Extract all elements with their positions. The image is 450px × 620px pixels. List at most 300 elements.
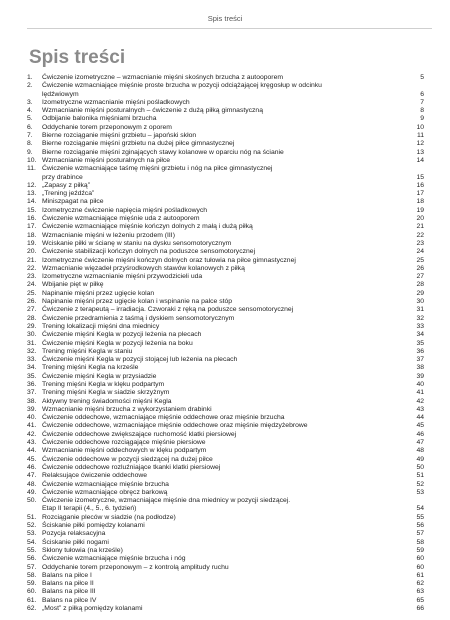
toc-entry-number: 27. [27,306,37,314]
toc-entry [27,198,424,206]
toc-entry-line [42,331,424,339]
toc-entry-number: 20. [27,248,37,256]
toc-entry-number: 41. [27,422,37,430]
toc-entry-page: 39 [416,372,424,380]
toc-entry-title: Bierne rozciąganie mięśni zginających stawy kolanowe w oparciu nóg na ścianie [42,148,284,156]
toc-entry-page [414,165,424,173]
toc-entry-number: 12. [27,181,37,189]
toc-entry [27,223,424,231]
toc-entry-line [42,223,424,231]
toc-entry [27,356,424,364]
toc-entry-page: 34 [416,331,424,339]
toc-entry-title: Etap II terapii (4., 5., 6. tydzień) [42,505,137,513]
toc-entry [27,190,424,198]
toc-entry-line [42,174,424,182]
running-header: Spis treści [207,14,243,23]
toc-entry-number: 9. [27,148,33,156]
toc-entry-number: 4. [27,107,33,115]
toc-entry-line [42,273,424,281]
toc-entry-title: Ćwiczenie mięśni Kegla w pozycji stojącej lub leżenia na plecach [42,356,238,364]
toc-entry-page: 30 [416,298,424,306]
toc-entry-page: 66 [416,605,424,612]
toc-entry [27,447,424,455]
toc-entry-page: 47 [416,439,424,447]
toc-entry-page: 40 [416,380,424,388]
toc-entry-page: 9 [420,115,424,123]
toc-entry-title: Ćwiczenie z terapeutą – irradiacja. Czworaki z ręką na poduszce sensomotorycznej [42,306,294,314]
toc-entry-title: Ćwiczenie przedramienia z taśmą i dyskiem sensomotorycznym [42,314,235,322]
toc-entry-title: Trening mięśni Kegla w staniu [42,347,133,355]
toc-entry-page: 14 [416,156,424,164]
toc-entry-page: 53 [416,488,424,496]
toc-entry-page: 20 [416,215,424,223]
toc-entry [27,348,424,356]
toc-entry [27,398,424,406]
toc-entry-line [42,605,424,613]
toc-entry-title: Wzmacnianie mięśni w leżeniu przodem (III) [42,231,175,239]
toc-entry-page: 11 [416,132,424,140]
toc-entry-line [42,497,424,505]
toc-entry-title: lędźwiowym [42,90,79,98]
toc-entry-title: Wbijanie pięt w piłkę [42,281,104,289]
toc-entry-title: Pozycja relaksacyjna [42,530,106,538]
toc-entry-line [42,340,424,348]
toc-entry-title: Trening mięśni Kegla w klęku podpartym [42,380,165,388]
toc-entry-line [42,91,424,99]
toc-entry-number: 48. [27,480,37,488]
toc-entry-page: 28 [416,281,424,289]
toc-entry-page: 29 [416,289,424,297]
toc-entry-line [42,547,424,555]
toc-entry-page: 42 [416,397,424,405]
toc-entry-title: Balans na piłce III [42,588,96,596]
toc-entry-number: 62. [27,605,37,612]
toc-entry-page: 32 [416,314,424,322]
toc-entry-page: 45 [416,422,424,430]
toc-entry [27,207,424,215]
toc-entry-line [42,555,424,563]
toc-entry-number: 2. [27,82,33,90]
toc-entry-line [42,198,424,206]
toc-entry [27,580,424,588]
toc-entry-title: Napinanie mięśni przez ugięcie kolan [42,289,155,297]
toc-entry-page: 35 [416,339,424,347]
toc-entry-number: 8. [27,140,33,148]
toc-entry-line [42,107,424,115]
toc-entry [27,323,424,331]
toc-entry-number: 31. [27,339,37,347]
toc-entry-title: Ćwiczenie mięśni Kegla w pozycji leżenia na boku [42,339,193,347]
toc-entry-page: 56 [416,522,424,530]
toc-entry [27,306,424,314]
toc-entry-title: Ćwiczenie mięśni Kegla w pozycji leżenia na plecach [42,331,202,339]
page-title: Spis treści [29,47,126,68]
toc-entry-number: 50. [27,497,37,505]
toc-entry-line [42,389,424,397]
toc-entry-page: 58 [416,538,424,546]
toc-entry-line [42,472,424,480]
toc-entry-line [42,182,424,190]
toc-entry-number: 17. [27,223,37,231]
toc-entry [27,281,424,289]
toc-entry-page: 10 [416,123,424,131]
toc-entry-title: Ćwiczenie wzmacniające mięśnie kończyn dolnych z małą i dużą piłką [42,223,253,231]
toc-entry-title: Trening lokalizacji mięśni dna miednicy [42,322,160,330]
toc-entry-title: Relaksujące ćwiczenie oddechowe [42,472,148,480]
toc-entry-line [42,522,424,530]
toc-entry-number: 35. [27,372,37,380]
toc-entry-title: Ćwiczenie oddechowe, wzmacniające mięśnie oddechowe oraz mięśnie międzyżebrowe [42,422,308,430]
toc-entry [27,597,424,605]
toc-entry-number: 52. [27,522,37,530]
toc-entry-title: Napinanie mięśni przez ugięcie kolan i wspinanie na palce stóp [42,298,233,306]
toc-entry [27,489,424,497]
toc-entry-title: Ściskanie piłki pomiędzy kolanami [42,522,145,530]
toc-entry-number: 30. [27,331,37,339]
toc-entry [27,240,424,248]
toc-entry [27,572,424,580]
toc-entry-number: 13. [27,190,37,198]
toc-entry-title: Ćwiczenie stabilizacji kończyn dolnych na poduszce sensomotorycznej [42,248,256,256]
toc-entry-title: Ćwiczenie izometryczne – wzmacnianie mięśni skośnych brzucha z autooporem [42,74,284,81]
toc-entry-number: 14. [27,198,37,206]
toc-entry-page: 12 [416,140,424,148]
table-of-contents [27,74,424,613]
toc-entry-page: 17 [416,190,424,198]
toc-entry [27,331,424,339]
toc-entry-title: Rozciąganie pleców w siadzie (na podłodze) [42,513,176,521]
toc-entry-number: 23. [27,273,37,281]
toc-entry-page: 52 [416,480,424,488]
toc-entry [27,456,424,464]
toc-entry-page: 44 [416,414,424,422]
toc-entry-number: 11. [27,165,36,173]
toc-entry-line [42,82,424,90]
toc-entry [27,140,424,148]
toc-entry-title: „Trening jeźdźca” [42,190,95,198]
toc-entry [27,364,424,372]
toc-entry-number: 61. [27,596,37,604]
toc-entry-line [42,431,424,439]
toc-entry-line [42,257,424,265]
toc-entry [27,182,424,190]
toc-entry-title: Skłony tułowia (na krześle) [42,546,123,554]
toc-entry-number: 36. [27,380,37,388]
toc-entry-number: 43. [27,439,37,447]
toc-entry-number: 53. [27,530,37,538]
toc-entry-number: 29. [27,322,37,330]
toc-entry-number: 54. [27,538,37,546]
toc-entry-title: Ćwiczenie wzmacniające obręcz barkową [42,488,168,496]
toc-entry-page: 38 [416,364,424,372]
toc-entry-line [42,232,424,240]
toc-entry-line [42,306,424,314]
toc-entry-title: Ćwiczenie wzmacniające mięśnie proste brzucha w pozycji odciążającej kręgosłup w odcinku [42,82,322,90]
toc-entry-page: 36 [416,347,424,355]
toc-entry [27,514,424,522]
toc-entry-page: 60 [416,563,424,571]
toc-entry-line [42,481,424,489]
toc-entry-number: 25. [27,289,37,297]
toc-entry [27,439,424,447]
toc-entry [27,547,424,555]
toc-entry-number: 16. [27,215,37,223]
toc-entry-title: Wzmacnianie mięśni posturalnych na piłce [42,156,171,164]
toc-entry-line [42,248,424,256]
toc-entry [27,340,424,348]
toc-entry-page: 13 [416,148,424,156]
toc-entry-title: Ćwiczenie wzmacniające mięśnie uda z autooporem [42,215,200,223]
toc-entry-number: 1. [27,74,33,81]
toc-entry-line [42,514,424,522]
toc-entry-page: 55 [416,513,424,521]
toc-entry [27,588,424,596]
toc-entry-page: 49 [416,455,424,463]
toc-entry-number: 32. [27,347,37,355]
toc-entry-line [42,348,424,356]
toc-entry-title: Izometryczne wzmacnianie mięśni przywodzicieli uda [42,273,203,281]
toc-entry-line [42,381,424,389]
toc-entry-page: 43 [416,405,424,413]
toc-entry-number: 42. [27,430,37,438]
toc-entry-number: 58. [27,571,37,579]
toc-entry-title: „Most” z piłką pomiędzy kolanami [42,605,143,612]
toc-entry-number: 37. [27,389,37,397]
toc-entry-line [42,439,424,447]
toc-entry-title: Aktywny trening świadomości mięśni Kegla [42,397,172,405]
toc-entry-number: 39. [27,405,37,413]
toc-entry-title: Wzmacnianie mięśni posturalnych – ćwiczenie z dużą piłką gimnastyczną [42,107,263,115]
toc-entry [27,406,424,414]
toc-entry-number: 33. [27,356,37,364]
toc-entry-page: 31 [416,306,424,314]
toc-entry-line [42,315,424,323]
toc-entry-line [42,265,424,273]
toc-entry-page: 48 [416,447,424,455]
toc-entry-title: Ćwiczenie oddechowe, wzmacniające mięśnie oddechowe oraz mięśnie brzucha [42,414,285,422]
toc-entry [27,107,424,115]
toc-entry-title: Balans na piłce I [42,571,92,579]
toc-entry [27,82,424,99]
toc-entry-page: 54 [416,505,424,513]
toc-entry-title: Ćwiczenie mięśni Kegla w przysiadzie [42,372,157,380]
toc-entry-line [42,572,424,580]
toc-entry-title: Ćwiczenie oddechowe rozluźniające tkanki klatki piersiowej [42,463,221,471]
toc-entry-number: 46. [27,463,37,471]
toc-entry-line [42,99,424,107]
toc-entry [27,381,424,389]
toc-entry-line [42,323,424,331]
toc-entry [27,464,424,472]
toc-entry [27,149,424,157]
toc-entry [27,564,424,572]
toc-entry-page: 59 [416,546,424,554]
toc-entry-line [42,140,424,148]
toc-entry-title: Ściskanie piłki nogami [42,538,109,546]
toc-entry-number: 22. [27,264,37,272]
toc-entry [27,389,424,397]
toc-entry-number: 60. [27,588,37,596]
toc-entry [27,132,424,140]
toc-entry-number: 18. [27,231,37,239]
toc-entry [27,124,424,132]
toc-entry [27,290,424,298]
toc-entry [27,232,424,240]
toc-entry-page: 5 [420,74,424,81]
toc-entry-page: 22 [416,231,424,239]
toc-entry-page: 63 [416,588,424,596]
toc-entry-page: 23 [416,239,424,247]
toc-entry [27,373,424,381]
toc-entry-line [42,190,424,198]
toc-entry [27,315,424,323]
toc-entry-number: 38. [27,397,37,405]
toc-entry-line [42,539,424,547]
header-rule [27,28,432,29]
toc-entry-line [42,165,424,173]
toc-entry [27,497,424,514]
toc-entry [27,265,424,273]
toc-entry-title: Izometryczne ćwiczenie mięśni kończyn dolnych oraz tułowia na piłce gimnastycznej [42,256,296,264]
toc-entry-number: 26. [27,298,37,306]
toc-entry-number: 51. [27,513,37,521]
toc-entry-line [42,505,424,513]
toc-entry-title: przy drabince [42,173,83,181]
toc-entry-number: 40. [27,414,37,422]
toc-entry [27,165,424,182]
toc-entry-title: Wzmacnianie mięśni brzucha z wykorzystaniem drabinki [42,405,212,413]
toc-entry-line [42,281,424,289]
toc-entry-line [42,406,424,414]
toc-entry-title: Balans na piłce II [42,580,94,588]
toc-entry-number: 56. [27,555,37,563]
toc-entry-line [42,364,424,372]
toc-entry-line [42,447,424,455]
toc-entry-title: Trening mięśni Kegla na krześle [42,364,139,372]
toc-entry-title: Bierne rozciąganie mięśni grzbietu na dużej piłce gimnastycznej [42,140,235,148]
toc-entry-page: 65 [416,596,424,604]
toc-entry-line [42,530,424,538]
toc-entry-title: Miniszpagat na piłce [42,198,104,206]
toc-entry-number: 47. [27,472,37,480]
toc-entry-line [42,240,424,248]
toc-entry-page [414,497,424,505]
toc-entry-number: 59. [27,580,37,588]
toc-entry-page: 18 [416,198,424,206]
toc-entry-page: 15 [416,173,424,181]
toc-entry-page: 62 [416,580,424,588]
toc-entry-title: Ćwiczenie wzmacniające mięśnie brzucha [42,480,169,488]
toc-entry-title: Ćwiczenie wzmacniające taśmę mięśni grzbietu i nóg na piłce gimnastycznej [42,165,273,173]
toc-entry-title: Izometryczne wzmacnianie mięśni pośladkowych [42,98,190,106]
toc-entry-page: 25 [416,256,424,264]
toc-entry-page: 24 [416,248,424,256]
toc-entry [27,99,424,107]
toc-entry-line [42,564,424,572]
toc-entry-title: Ćwiczenie oddechowe w pozycji siedzącej na dużej piłce [42,455,213,463]
toc-entry [27,115,424,123]
toc-entry-number: 21. [27,256,37,264]
toc-entry-title: Wzmacnianie więzadeł przyśrodkowych stawów kolanowych z piłką [42,264,245,272]
toc-entry-page: 16 [416,181,424,189]
toc-entry-number: 5. [27,115,33,123]
toc-entry-title: Odbijanie balonika mięśniami brzucha [42,115,157,123]
toc-entry-title: Bierne rozciąganie mięśni grzbietu – japoński skłon [42,132,197,140]
toc-entry-number: 49. [27,488,37,496]
toc-entry-number: 6. [27,123,33,131]
toc-entry [27,481,424,489]
toc-entry-page: 19 [416,206,424,214]
toc-entry-number: 10. [27,156,37,164]
toc-entry-line [42,132,424,140]
toc-entry-title: Ćwiczenie oddechowe rozciągające mięśnie piersiowe [42,439,206,447]
toc-entry-line [42,115,424,123]
toc-entry [27,555,424,563]
toc-entry-line [42,580,424,588]
toc-entry-page [414,82,424,90]
toc-entry [27,530,424,538]
toc-entry-line [42,356,424,364]
toc-entry-number: 45. [27,455,37,463]
toc-entry-page: 46 [416,430,424,438]
toc-entry-number: 7. [27,132,33,140]
toc-entry-title: Ćwiczenie wzmacniające mięśnie brzucha i nóg [42,555,186,563]
toc-entry-line [42,597,424,605]
toc-entry [27,472,424,480]
toc-entry-page: 33 [416,322,424,330]
toc-entry-number: 57. [27,563,37,571]
toc-entry-number: 34. [27,364,37,372]
toc-entry-title: Izometryczne ćwiczenie napięcia mięśni pośladkowych [42,206,208,214]
toc-entry-title: Wzmacnianie mięśni oddechowych w klęku podpartym [42,447,207,455]
toc-entry-line [42,290,424,298]
toc-entry-page: 6 [420,90,424,98]
toc-entry-number: 19. [27,239,37,247]
toc-entry-page: 51 [416,472,424,480]
toc-entry-page: 37 [416,356,424,364]
toc-entry-page: 60 [416,555,424,563]
toc-entry [27,605,424,613]
toc-entry-number: 28. [27,314,37,322]
toc-entry-page: 61 [416,571,424,579]
toc-entry-page: 50 [416,463,424,471]
toc-entry-line [42,124,424,132]
toc-entry-title: Wciskanie piłki w ścianę w staniu na dysku sensomotorycznym [42,239,232,247]
toc-entry-line [42,373,424,381]
toc-entry-number: 55. [27,546,37,554]
toc-entry [27,248,424,256]
toc-entry-page: 57 [416,530,424,538]
toc-entry-title: Oddychanie torem przeponowym z oporem [42,123,172,131]
toc-entry-number: 44. [27,447,37,455]
toc-entry [27,539,424,547]
toc-entry-title: Ćwiczenie izometryczne, wzmacniające mięśnie dna miednicy w pozycji siedzącej. [42,497,291,505]
toc-entry-line [42,588,424,596]
toc-entry-page: 8 [420,107,424,115]
toc-entry-line [42,149,424,157]
toc-entry-title: Ćwiczenie oddechowe zwiększające ruchomość klatki piersiowej [42,430,237,438]
toc-entry-title: Balans na piłce IV [42,596,97,604]
toc-entry [27,431,424,439]
toc-entry-line [42,456,424,464]
toc-entry [27,522,424,530]
toc-entry-page: 21 [416,223,424,231]
toc-entry-number: 15. [27,206,37,214]
toc-entry-title: „Zapasy z piłką” [42,181,90,189]
toc-entry-page: 7 [420,98,424,106]
toc-entry-line [42,489,424,497]
toc-entry-page: 27 [416,273,424,281]
